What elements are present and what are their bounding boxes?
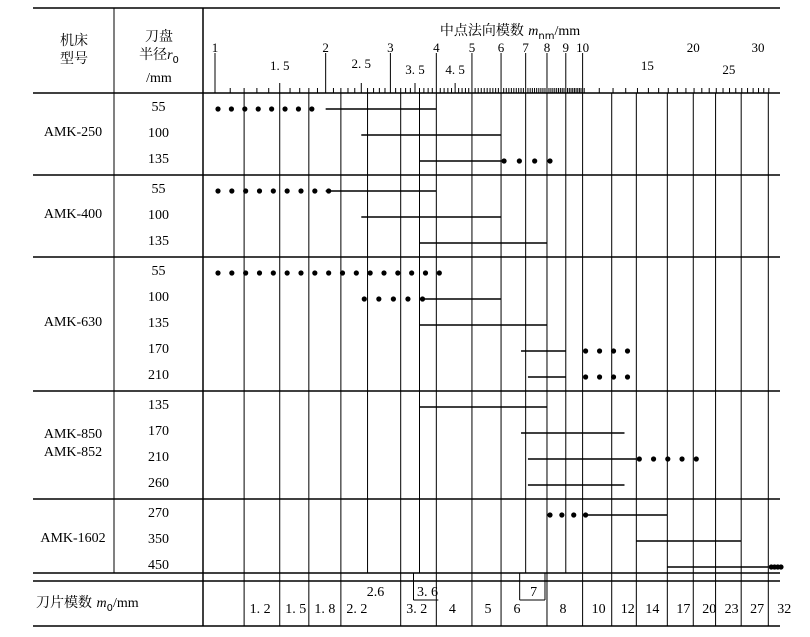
blade-module-upper-value: 3. 6: [417, 585, 438, 600]
module-range-dot: [597, 348, 602, 353]
blade-module-value: 23: [724, 602, 739, 617]
cutter-radius: 55: [151, 100, 166, 115]
cutter-radius: 210: [148, 450, 169, 465]
module-range-dot: [778, 564, 783, 569]
module-range-dot: [229, 188, 234, 193]
module-range-dot: [420, 296, 425, 301]
module-range-dot: [571, 512, 576, 517]
module-range-dot: [583, 374, 588, 379]
header-module-unit: /mm: [554, 24, 581, 39]
module-range-dot: [312, 188, 317, 193]
module-range-dot: [215, 188, 220, 193]
header-module-title-text: 中点法向模数: [439, 23, 524, 39]
blade-module-value: 14: [645, 602, 660, 617]
scale-label: 3: [387, 40, 394, 55]
scale-label: 30: [751, 40, 765, 55]
module-range-dot: [229, 270, 234, 275]
scale-label: 2. 5: [351, 56, 372, 71]
module-range-dot: [326, 188, 331, 193]
module-range-dot: [637, 456, 642, 461]
module-range-dot: [298, 270, 303, 275]
module-range-dot: [694, 456, 699, 461]
module-range-dot: [285, 270, 290, 275]
module-range-dot: [611, 374, 616, 379]
footer-subscript: 0: [106, 602, 113, 614]
blade-module-value: 17: [676, 602, 691, 617]
module-range-dot: [423, 270, 428, 275]
module-range-dot: [405, 296, 410, 301]
module-range-dot: [381, 270, 386, 275]
header-machine-line-2: 型号: [60, 51, 88, 67]
module-range-dot: [229, 106, 234, 111]
footer-label-text: 刀片模数: [36, 595, 92, 611]
scale-label: 4: [433, 40, 440, 55]
module-range-dot: [215, 270, 220, 275]
machine-model-label: AMK-1602: [40, 531, 106, 546]
module-range-dot: [243, 270, 248, 275]
module-range-dot: [340, 270, 345, 275]
module-range-dot: [271, 188, 276, 193]
module-range-dot: [679, 456, 684, 461]
module-range-dot: [391, 296, 396, 301]
module-range-dot: [269, 106, 274, 111]
blade-module-value: 6: [513, 602, 521, 617]
module-range-dot: [559, 512, 564, 517]
module-range-dot: [215, 106, 220, 111]
module-range-dot: [312, 270, 317, 275]
module-range-dot: [368, 270, 373, 275]
header-radius-word: 半径: [139, 47, 168, 63]
blade-module-value: 20: [702, 602, 717, 617]
blade-module-value: 1. 2: [249, 602, 271, 617]
blade-module-value: 8: [559, 602, 567, 617]
module-range-dot: [298, 188, 303, 193]
machine-model-label: AMK-852: [43, 445, 103, 460]
header-cutter-radius: [114, 28, 204, 88]
module-range-dot: [583, 512, 588, 517]
cutter-radius: 55: [151, 182, 166, 197]
blade-module-value: 4: [448, 602, 456, 617]
module-range-dot: [532, 158, 537, 163]
machine-model-label: AMK-630: [43, 315, 103, 330]
cutter-radius: 270: [148, 506, 169, 521]
cutter-radius: 55: [151, 264, 166, 279]
scale-label: 2: [322, 40, 329, 55]
header-module-subscript: nm: [538, 30, 555, 42]
blade-module-value: 10: [591, 602, 606, 617]
blade-module-value: 5: [484, 602, 492, 617]
blade-module-value: 2. 2: [346, 602, 368, 617]
scale-label: 1: [211, 40, 219, 55]
cutter-radius: 100: [148, 126, 169, 141]
blade-module-value: 32: [777, 602, 792, 617]
module-range-dot: [395, 270, 400, 275]
machine-model-label: AMK-850: [43, 427, 103, 442]
module-range-dot: [285, 188, 290, 193]
scale-label: 9: [562, 40, 570, 55]
cutter-radius: 100: [148, 290, 169, 305]
cutter-radius: 170: [148, 342, 169, 357]
module-range-dot: [362, 296, 367, 301]
cutter-radius: 210: [148, 368, 169, 383]
module-range-dot: [597, 374, 602, 379]
cutter-radius: 260: [148, 476, 169, 491]
cutter-radius: 350: [148, 532, 169, 547]
machine-model-label: AMK-250: [43, 125, 103, 140]
header-radius-unit: /mm: [146, 70, 172, 86]
blade-module-upper-value: 2.6: [366, 585, 385, 600]
cutter-radius: 135: [148, 152, 169, 167]
module-range-dot: [309, 106, 314, 111]
blade-module-value: 1. 5: [285, 602, 307, 617]
module-range-dot: [354, 270, 359, 275]
scale-label: 8: [543, 40, 551, 55]
module-range-dot: [501, 158, 506, 163]
module-range-dot: [437, 270, 442, 275]
scale-label: 7: [522, 40, 529, 55]
scale-label: 25: [722, 62, 736, 77]
scale-label: 20: [686, 40, 700, 55]
footer-unit: /mm: [112, 596, 139, 611]
blade-module-value: 12: [620, 602, 635, 617]
header-radius-subscript: 0: [172, 54, 179, 66]
module-range-dot: [547, 512, 552, 517]
module-range-dot: [547, 158, 552, 163]
machine-model-label: AMK-400: [43, 207, 103, 222]
cutter-radius: 135: [148, 316, 169, 331]
header-radius-symbol: r: [167, 48, 173, 63]
scale-label: 6: [497, 40, 505, 55]
footer-blade-module-label: [36, 594, 186, 618]
scale-label: 4. 5: [445, 62, 465, 77]
module-range-dot: [625, 348, 630, 353]
module-range-dot: [242, 106, 247, 111]
module-range-dot: [583, 348, 588, 353]
scale-label: 10: [576, 40, 590, 55]
header-radius-line-1: 刀盘: [145, 29, 173, 45]
scale-label: 5: [468, 40, 476, 55]
blade-module-value: 27: [750, 602, 765, 617]
module-range-dot: [282, 106, 287, 111]
module-range-dot: [243, 188, 248, 193]
module-range-dot: [296, 106, 301, 111]
header-machine-model: [34, 32, 114, 68]
module-range-dot: [257, 270, 262, 275]
footer-symbol: m: [96, 596, 107, 611]
cutter-radius: 170: [148, 424, 169, 439]
blade-module-upper-value: 7: [530, 585, 538, 600]
module-range-dot: [517, 158, 522, 163]
module-range-dot: [665, 456, 670, 461]
module-range-dot: [326, 270, 331, 275]
module-range-dot: [376, 296, 381, 301]
module-range-dot: [271, 270, 276, 275]
cutter-radius: 135: [148, 234, 169, 249]
scale-label: 15: [640, 58, 654, 73]
module-range-dot: [611, 348, 616, 353]
cutter-radius: 100: [148, 208, 169, 223]
header-machine-line-1: 机床: [60, 33, 88, 49]
scale-label: 3. 5: [405, 62, 425, 77]
module-range-dot: [256, 106, 261, 111]
module-range-dot: [409, 270, 414, 275]
cutter-radius: 135: [148, 398, 169, 413]
module-range-dot: [257, 188, 262, 193]
module-range-dot: [651, 456, 656, 461]
module-range-dot: [625, 374, 630, 379]
blade-module-value: 1. 8: [314, 602, 336, 617]
blade-module-value: 3. 2: [406, 602, 428, 617]
cutter-radius: 450: [148, 558, 169, 573]
header-module-symbol: m: [528, 24, 539, 39]
scale-label: 1. 5: [269, 58, 290, 73]
